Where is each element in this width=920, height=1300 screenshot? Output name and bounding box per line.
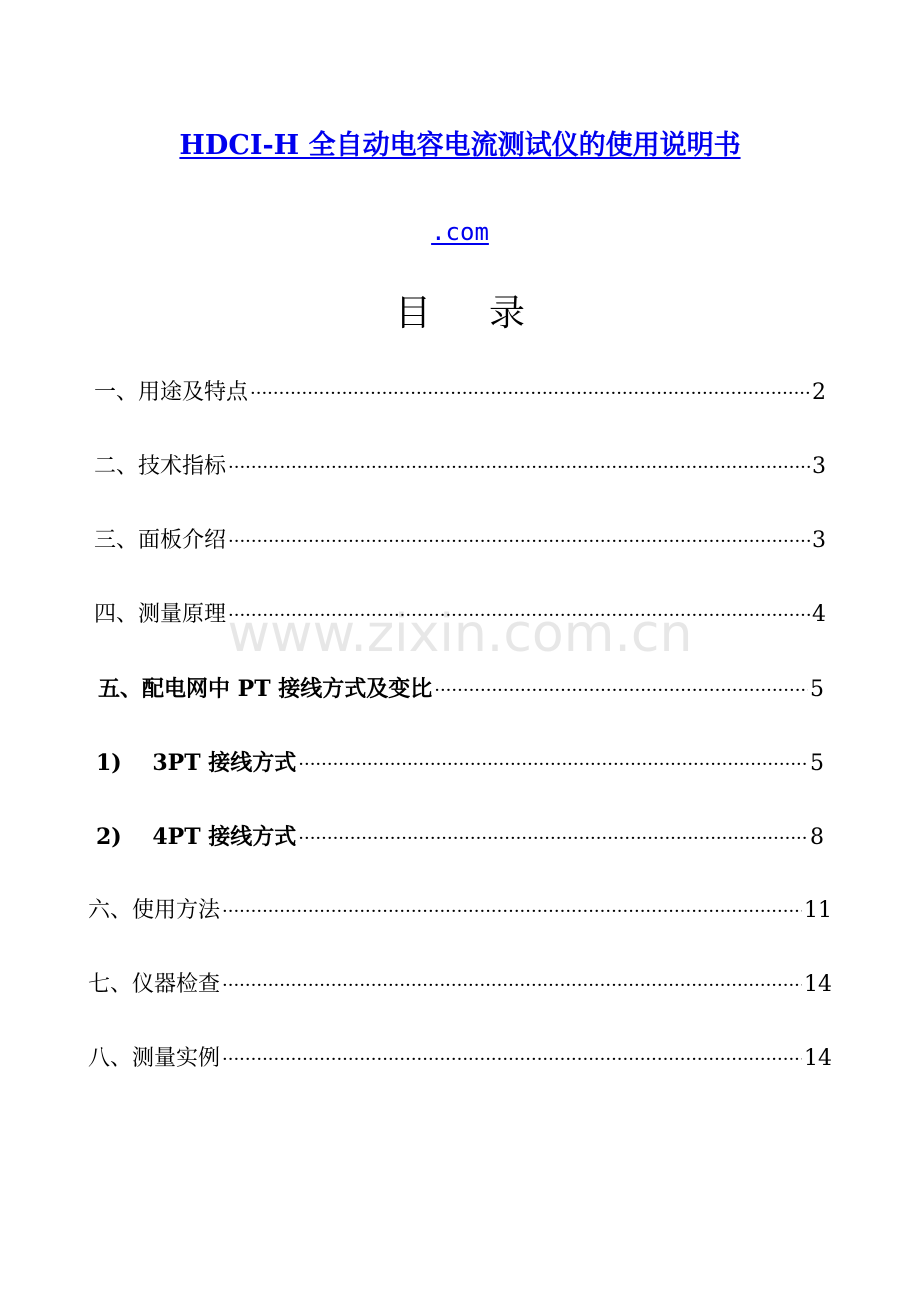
toc-entry-page: 4: [812, 602, 826, 627]
watermark: www.zixin.com.cn: [227, 604, 693, 664]
toc-entry-label: 1) 3PT 接线方式: [96, 750, 297, 776]
toc-entry-label: 八、测量实例: [88, 1046, 221, 1071]
toc-entry-page: 8: [810, 825, 824, 850]
toc-entry-page: 3: [812, 454, 826, 479]
document-title: [0, 126, 920, 166]
toc-entry[interactable]: [94, 526, 826, 557]
toc-entry-page: 3: [812, 528, 826, 553]
toc-leader: [298, 824, 808, 854]
toc-heading-right: 录: [489, 293, 526, 334]
toc-entry-label: 一、用途及特点: [94, 380, 249, 405]
toc-entry-label: 2) 4PT 接线方式: [96, 824, 297, 850]
toc-entry-label: 二、技术指标: [94, 454, 227, 479]
toc-leader: [250, 379, 810, 409]
toc-entry[interactable]: [94, 452, 826, 483]
toc-entry[interactable]: [88, 970, 832, 1001]
toc-entry[interactable]: [88, 896, 832, 927]
toc-entry-label: 五、配电网中 PT 接线方式及变比: [98, 676, 433, 702]
toc-entry-page: 11: [804, 898, 832, 923]
toc-leader: [434, 676, 808, 706]
site-link: [0, 215, 920, 249]
toc-entry-page: 14: [804, 972, 832, 997]
toc-entry-label: 六、使用方法: [88, 898, 221, 923]
toc-leader: [222, 897, 802, 927]
site-link-anchor[interactable]: .com: [431, 218, 489, 246]
toc-entry-page: 14: [804, 1046, 832, 1071]
toc-leader: [228, 601, 810, 631]
toc-entry-page: 2: [812, 380, 826, 405]
toc-leader: [222, 1045, 802, 1075]
toc-entry-page: 5: [810, 677, 824, 702]
toc-leader: [228, 527, 810, 557]
toc-entry-label: 四、测量原理: [94, 602, 227, 627]
toc-entry[interactable]: [94, 378, 826, 409]
toc-entry[interactable]: [98, 674, 824, 706]
toc-heading: [0, 288, 920, 340]
toc-entry-label: 七、仪器检查: [88, 972, 221, 997]
toc-entry-page: 5: [810, 751, 824, 776]
toc-heading-left: 目: [394, 293, 431, 334]
document-title-link[interactable]: HDCI-H 全自动电容电流测试仪的使用说明书: [179, 130, 741, 161]
toc-leader: [222, 971, 802, 1001]
toc-entry[interactable]: [96, 748, 824, 780]
toc-leader: [228, 453, 810, 483]
toc-leader: [298, 750, 808, 780]
toc-entry[interactable]: [96, 822, 824, 854]
toc-entry-label: 三、面板介绍: [94, 528, 227, 553]
toc-entry[interactable]: [88, 1044, 832, 1075]
toc-entry[interactable]: [94, 600, 826, 631]
